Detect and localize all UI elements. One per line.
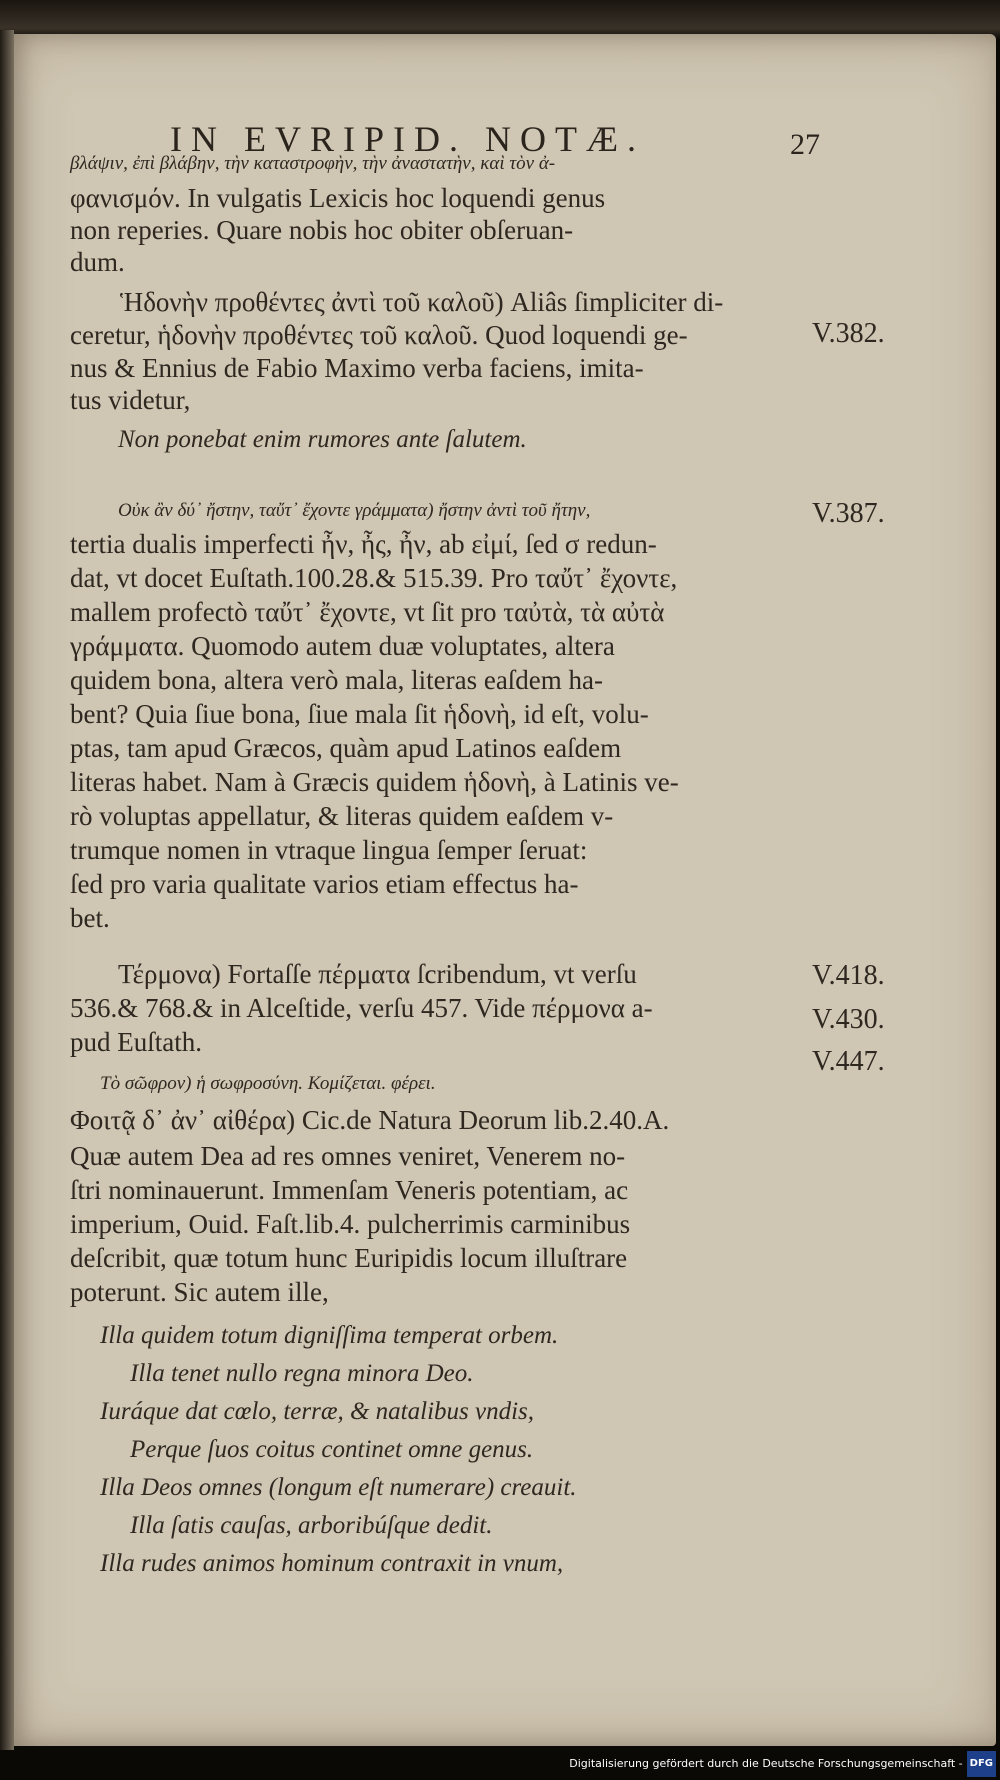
text-line: mallem profectò ταὔτ᾽ ἔχοντε, vt ſit pro ταὐτὰ, τὰ αὐτὰ: [70, 597, 665, 627]
page-binding-edge: [0, 30, 14, 1750]
text-line: deſcribit, quæ totum hunc Euripidis locum illuſtrare: [70, 1243, 628, 1273]
text-line: Οὐκ ἂν δύ᾽ ἤστην, ταὔτ᾽ ἔχοντε γράμματα) ἤστην ἀντὶ τοῦ ἤτην,: [118, 500, 591, 521]
text-line: ſtri nominauerunt. Immenſam Veneris potentiam, ac: [70, 1175, 629, 1205]
dfg-logo: DFG: [967, 1751, 996, 1777]
text-line: Τέρμονα) Fortaſſe πέρματα ſcribendum, vt verſu: [118, 959, 637, 989]
text-line: φανισμόν. In vulgatis Lexicis hoc loquendi genus: [70, 183, 606, 213]
credit-text: Digitalisierung gefördert durch die Deutsche Forschungsgemeinschaft -: [569, 1757, 963, 1770]
quoted-verse: Illa tenet nullo regna minora Deo.: [130, 1360, 474, 1387]
text-line: bent? Quia ſiue bona, ſiue mala ſit ἡδονὴ, id eſt, volu-: [70, 699, 649, 729]
text-line: Τὸ σῶφρον) ἡ σωφροσύνη. Κομίζεται. φέρει.: [100, 1073, 436, 1094]
quoted-verse: Illa quidem totum digniſſima temperat orbem.: [100, 1322, 559, 1349]
quoted-verse: Iuráque dat cœlo, terræ, & natalibus vndis,: [100, 1398, 535, 1425]
margin-note: V.430.: [812, 1004, 885, 1035]
text-line: quidem bona, altera verò mala, literas eaſdem ha-: [70, 665, 604, 695]
text-line: dum.: [70, 247, 125, 277]
text-line: 536.& 768.& in Alceſtide, verſu 457. Vide πέρμονα a-: [70, 993, 653, 1023]
page-number: 27: [790, 128, 820, 161]
text-line: βλάψιν, ἐπὶ βλάβην, τὴν καταστροφὴν, τὴν ἀναστατὴν, καὶ τὸν ἀ-: [70, 153, 556, 174]
quoted-verse: Illa Deos omnes (longum eſt numerare) creauit.: [100, 1474, 577, 1501]
quoted-verse: Illa rudes animos hominum contraxit in vnum,: [100, 1550, 564, 1577]
text-line: Φοιτᾷ δ᾽ ἀν᾽ αἰθέρα) Cic.de Natura Deorum lib.2.40.A.: [70, 1105, 670, 1135]
text-line: literas habet. Nam à Græcis quidem ἡδονὴ, à Latinis ve-: [70, 767, 679, 797]
text-line: poterunt. Sic autem ille,: [70, 1277, 329, 1307]
digitization-credit: [569, 1752, 996, 1776]
running-title: IN EVRIPID. NOTÆ.: [170, 119, 645, 159]
quoted-verse: Non ponebat enim rumores ante ſalutem.: [118, 426, 527, 453]
text-line: ceretur, ἡδονὴν προθέντες τοῦ καλοῦ. Quod loquendi ge-: [70, 320, 688, 350]
margin-note: V.382.: [812, 318, 885, 349]
quoted-verse: Perque ſuos coitus continet omne genus.: [130, 1436, 534, 1463]
text-line: imperium, Ouid. Faſt.lib.4. pulcherrimis carminibus: [70, 1209, 631, 1239]
text-line: non reperies. Quare nobis hoc obiter obſeruan-: [70, 215, 574, 245]
text-line: ſed pro varia qualitate varios etiam effectus ha-: [70, 869, 579, 899]
margin-note: V.418.: [812, 960, 885, 991]
text-line: pud Euſtath.: [70, 1027, 202, 1057]
text-line: Ἡδονὴν προθέντες ἀντὶ τοῦ καλοῦ) Aliâs ſimpliciter di-: [120, 287, 724, 317]
text-line: tus videtur,: [70, 385, 191, 415]
text-line: dat, vt docet Euſtath.100.28.& 515.39. Pro ταὔτ᾽ ἔχοντε,: [70, 563, 678, 593]
text-line: trumque nomen in vtraque lingua ſemper ſeruat:: [70, 835, 588, 865]
text-line: rò voluptas appellatur, & literas quidem eaſdem v-: [70, 801, 614, 831]
quoted-verse: Illa ſatis cauſas, arboribúſque dedit.: [130, 1512, 493, 1539]
margin-note: V.387.: [812, 498, 885, 529]
text-line: bet.: [70, 903, 110, 933]
text-line: Quæ autem Dea ad res omnes veniret, Venerem no-: [70, 1141, 626, 1171]
text-line: nus & Ennius de Fabio Maximo verba faciens, imita-: [70, 353, 644, 383]
margin-note: V.447.: [812, 1046, 885, 1077]
text-line: ptas, tam apud Græcos, quàm apud Latinos eaſdem: [70, 733, 622, 763]
text-line: tertia dualis imperfecti ἦν, ἦς, ἦν, ab εἰμί, ſed σ redun-: [70, 529, 657, 559]
text-line: γράμματα. Quomodo autem duæ voluptates, altera: [70, 631, 615, 661]
